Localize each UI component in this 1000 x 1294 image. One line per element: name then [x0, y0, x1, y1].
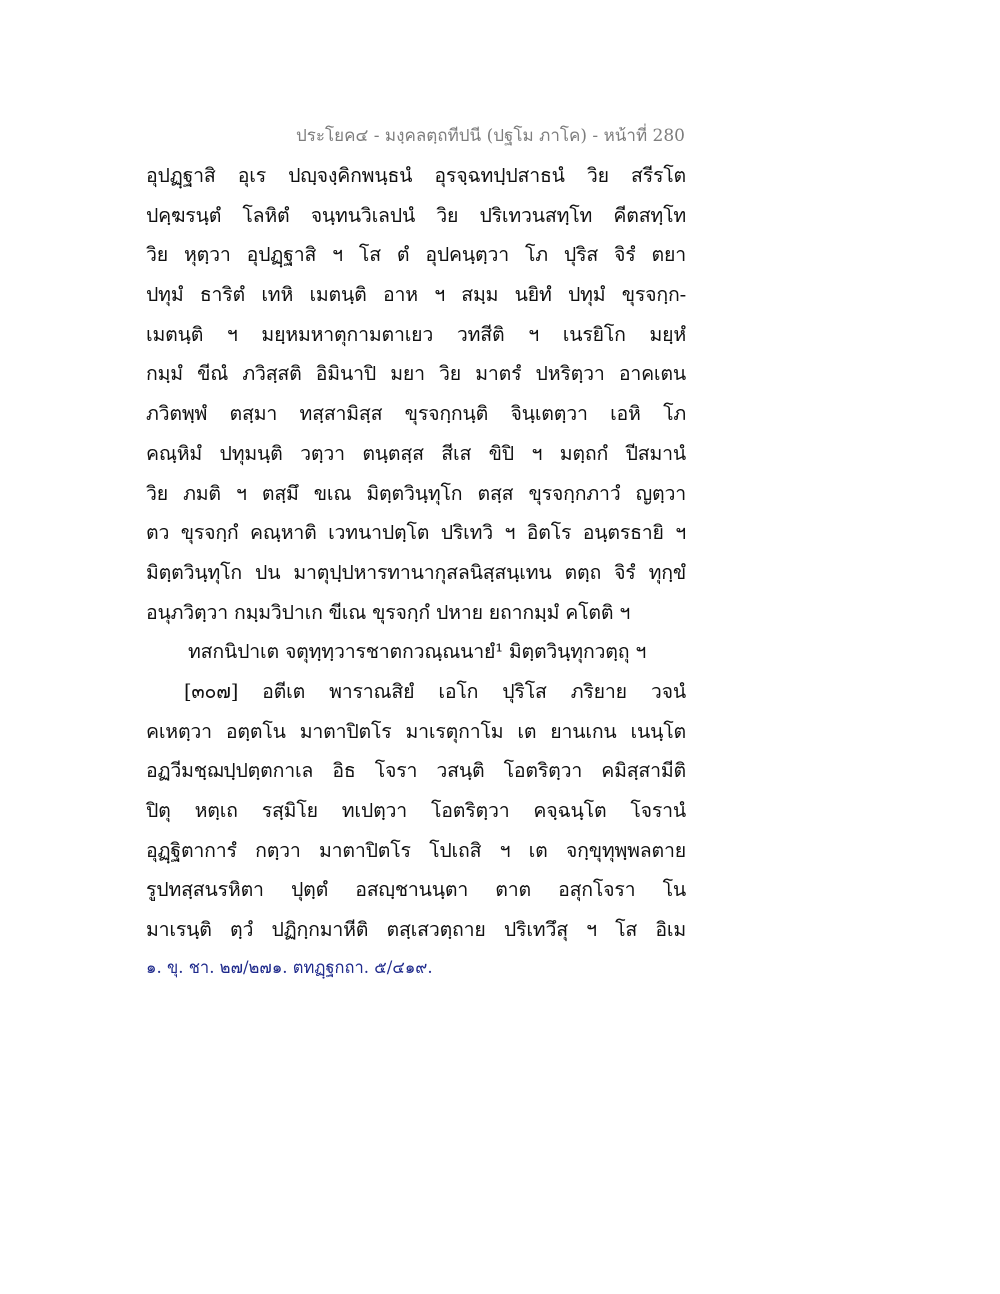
- text-line: อุฏฺฐิตาการํ กตฺวา มาตาปิตโร โปเถสิ ฯ เต จกฺขุทุพฺพลตาย: [146, 838, 686, 862]
- text-line: มาเรนฺติ ตฺวํ ปฏิกฺกมาหีติ ตสฺเสวตฺถาย ปริเทวึสุ ฯ โส อิเม: [146, 918, 686, 942]
- text-line: คเหตฺวา อตฺตโน มาตาปิตโร มาเรตุกาโม เต ยานเกน เนนฺโต: [146, 719, 686, 743]
- text-line: กมฺมํ ขีณํ ภวิสฺสติ อิมินาปิ มยา วิย มาตรํ ปหริตฺวา อาคเตน: [146, 362, 686, 386]
- footnote: ๑. ขุ. ชา. ๒๗/๒๗๑. ตทฏฺฐกถา. ๕/๔๑๙.: [146, 958, 433, 977]
- text-line: มิตฺตวินฺทุโก ปน มาตุปฺปหารทานากุสลนิสฺสนฺเทน ตตฺถ จิรํ ทุกฺขํ: [146, 560, 686, 584]
- text-line: อุปฏฺฐาสิ อุเร ปญฺจงฺคิกพนฺธนํ อุรจฺฉทปฺปสาธนํ วิย สรีรโต: [146, 164, 687, 187]
- text-line: ภวิตพฺพํ ตสฺมา ทสฺสามิสฺส ขุรจกฺกนฺติ จินฺเตตฺวา เอหิ โภ: [146, 402, 686, 426]
- text-line: วิย หุตฺวา อุปฏฺฐาสิ ฯ โส ตํ อุปคนฺตฺวา โภ ปุริส จิรํ ตยา: [146, 243, 686, 267]
- text-line: รูปทสฺสนรหิตา ปุตฺตํ อสญฺชานนฺตา ตาต อสุกโจรา โน: [146, 878, 686, 902]
- body-text: [146, 156, 686, 950]
- text-line: อฏวีมชฺฌปฺปตฺตกาเล อิธ โจรา วสนฺติ โอตริตฺวา คมิสฺสามีติ: [146, 759, 686, 783]
- text-line: ปิตุ หตฺเถ รสฺมิโย ทเปตฺวา โอตริตฺวา คจฺฉนฺโต โจรานํ: [146, 799, 686, 822]
- text-line: คณฺหิมํ ปทุมนฺติ วตฺวา ตนฺตสฺส สีเส ขิปิ ฯ มตฺถกํ ปีสมานํ: [146, 441, 686, 465]
- text-line: ปทุมํ ธาริตํ เทหิ เมตนฺติ อาห ฯ สมฺม นยิทํ ปทุมํ ขุรจกฺก-: [146, 283, 686, 307]
- text-line: ปคฺฆรนฺตํ โลหิตํ จนฺทนวิเลปนํ วิย ปริเทวนสทฺโท คีตสทฺโท: [146, 203, 686, 227]
- running-header: ประโยค๔ - มงฺคลตฺถทีปนี (ปฐโม ภาโค) - หน้าที่ 280: [296, 126, 685, 146]
- paragraph-end-line: อนุภวิตฺวา กมฺมวิปาเก ขีเณ ขุรจกฺกํ ปหาย ยถากมฺมํ คโตติ ฯ: [146, 600, 631, 624]
- text-line: เมตนฺติ ฯ มยฺหมหาตุกามตาเยว วทสีติ ฯ เนรยิโก มยฺหํ: [146, 322, 686, 346]
- story-title-line: ทสกนิปาเต จตุทฺทฺวารชาตกวณฺณนายํ¹ มิตฺตวินฺทุกวตฺถุ ฯ: [188, 640, 647, 664]
- paragraph-start-line: [๓๐๗] อตีเต พาราณสิยํ เอโก ปุริโส ภริยาย วจนํ: [184, 679, 686, 703]
- text-line: วิย ภมติ ฯ ตสฺมึ ขเณ มิตฺตวินฺทุโก ตสฺส ขุรจกฺกภาวํ ญตฺวา: [146, 481, 686, 505]
- text-line: ตว ขุรจกฺกํ คณฺหาติ เวทนาปตฺโต ปริเทวิ ฯ อิตโร อนฺตรธายิ ฯ: [146, 521, 686, 545]
